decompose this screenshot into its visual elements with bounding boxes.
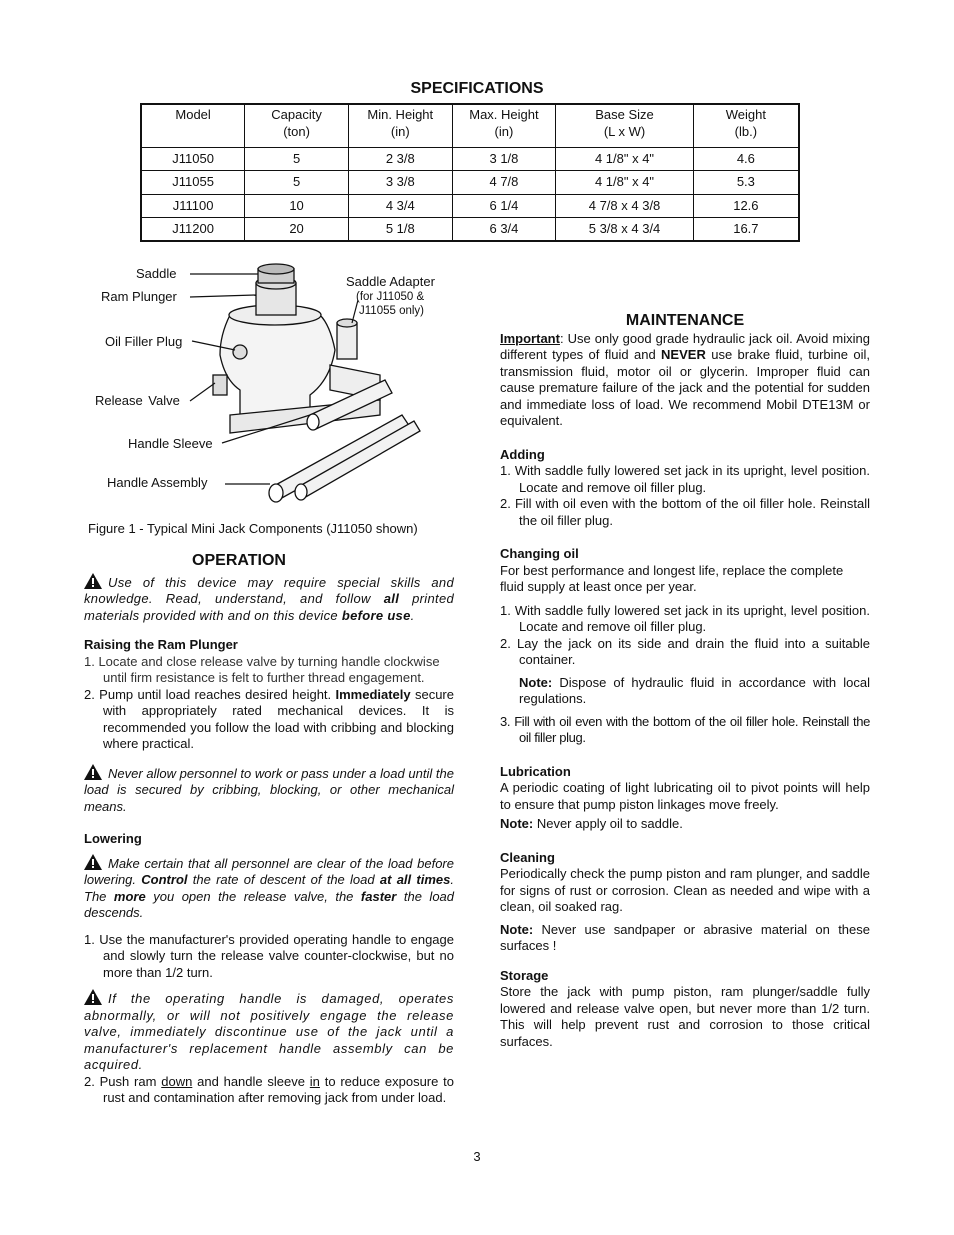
table-cell: 4 7/8 — [452, 171, 556, 195]
label-release-valve: Release Valve — [95, 393, 180, 408]
lowering-step-1: 1. Use the manufacturer's provided operating handle to engage and slowly turn the release valve counter-clockwise, but no more than 1/2 turn. — [84, 931, 454, 980]
storage-title: Storage — [500, 967, 549, 983]
operation-warning-3: Make certain that all personnel are clear of the load before lowering. Control the rate of descent of the load at all times. The more you open the release valve, the faster the load descends. — [84, 855, 455, 920]
table-cell: 5 — [245, 171, 349, 195]
operation-warning-1: Use of this device may require special skills and knowledge. Read, understand, and follow all printed materials provided with and on this device before use. — [84, 574, 454, 623]
table-header-label: Weight — [725, 107, 766, 122]
lowering-title: Lowering — [84, 831, 142, 846]
storage-text: Store the jack with pump piston, ram plunger/saddle fully lowered and release valve open, but never more than 1/2 turn. This will help prevent rust and corrosion to those critical surfaces. — [500, 984, 870, 1049]
operation-warning-4: If the operating handle is damaged, operates abnormally, or will not positively engage the release valve, immediately discontinue use of the jack until a manufacturer's replacement handle assembly can be acquired. — [84, 991, 454, 1072]
maintenance-section — [500, 313, 870, 1050]
specifications-table-body — [141, 147, 799, 241]
raising-step-1: 1. Locate and close release valve by turning handle clockwise until firm resistance is felt to further thread engagement. — [84, 653, 440, 685]
adding-step-2: 2. Fill with oil even with the bottom of the oil filler hole. Reinstall the oil filler plug. — [500, 496, 870, 528]
specifications-table — [140, 103, 800, 242]
changing-oil-steps — [500, 603, 870, 669]
label-saddle: Saddle — [136, 266, 177, 281]
table-header-cell — [693, 104, 799, 147]
label-saddle-adapter-note-1: (for J11050 & — [356, 291, 425, 303]
table-header-unit: (in) — [494, 124, 514, 139]
table-header-unit: (in) — [390, 124, 410, 139]
adding-step-1: 1. With saddle fully lowered set jack in its upright, level position. Locate and remove oil filler plug. — [500, 463, 870, 495]
lubrication-note: Note: Never apply oil to saddle. — [500, 816, 683, 831]
table-cell: J11100 — [141, 194, 245, 218]
table-cell: 5 — [245, 147, 349, 171]
adding-title: Adding — [500, 446, 545, 462]
changing-step-3: 3. Fill with oil even with the bottom of the oil filler hole. Reinstall the oil filler plug. — [500, 713, 870, 745]
table-cell: 5 3/8 x 4 3/4 — [556, 218, 693, 242]
table-row — [141, 171, 799, 195]
operation-title: OPERATION — [192, 552, 286, 569]
changing-oil-steps-2 — [500, 714, 870, 747]
changing-step-2: 2. Lay the jack on its side and drain the fluid into a suitable container. — [500, 635, 870, 667]
lubrication-text: A periodic coating of light lubricating oil to pivot points will help to ensure that pump piston linkages move freely. — [500, 780, 870, 812]
operation-warning-2: Never allow personnel to work or pass under a load until the load is secured by cribbing, blocking, or other mechanical means. — [84, 765, 454, 814]
operation-section — [84, 553, 454, 1107]
lubrication-title: Lubrication — [500, 763, 571, 779]
table-cell: 4 1/8" x 4" — [556, 147, 693, 171]
table-cell: 2 3/8 — [348, 147, 452, 171]
table-row — [141, 147, 799, 171]
label-handle-assembly: Handle Assembly — [107, 475, 208, 490]
changing-oil-intro: For best performance and longest life, replace the complete fluid supply at least once per year. — [500, 562, 844, 594]
table-header-unit: (lb.) — [734, 124, 758, 139]
table-header-label: Min. Height — [367, 107, 434, 122]
table-header-cell — [348, 104, 452, 147]
table-header-label: Capacity — [271, 107, 322, 122]
lowering-steps-1 — [84, 932, 454, 982]
table-cell: J11200 — [141, 218, 245, 242]
table-cell: 6 3/4 — [452, 218, 556, 242]
table-cell: 6 1/4 — [452, 194, 556, 218]
table-cell: 20 — [245, 218, 349, 242]
table-cell: 10 — [245, 194, 349, 218]
adding-steps — [500, 463, 870, 529]
table-header-cell — [556, 104, 693, 147]
page-number: 3 — [473, 1149, 481, 1164]
table-header-label: Max. Height — [469, 107, 539, 122]
table-cell: 16.7 — [693, 218, 799, 242]
figure-caption: Figure 1 - Typical Mini Jack Components (J11050 shown) — [88, 521, 418, 536]
raising-steps — [84, 654, 454, 753]
table-row — [141, 218, 799, 242]
table-cell: J11055 — [141, 171, 245, 195]
table-header-label: Model — [175, 107, 211, 122]
table-cell: 4 1/8" x 4" — [556, 171, 693, 195]
table-cell: 4 3/4 — [348, 194, 452, 218]
label-ram-plunger: Ram Plunger — [101, 289, 177, 304]
table-cell: 3 3/8 — [348, 171, 452, 195]
warning-icon — [84, 573, 102, 589]
figure-jack-components — [80, 255, 480, 515]
raising-step-2: 2. Pump until load reaches desired height. Immediately secure with appropriately rated mechanical devices. It is recommended you follow the load with cribbing and blocking where practical. — [84, 686, 454, 751]
raising-title: Raising the Ram Plunger — [84, 637, 238, 652]
table-header-label: Base Size — [595, 107, 654, 122]
table-header-row — [141, 104, 799, 147]
label-handle-sleeve: Handle Sleeve — [128, 436, 213, 451]
table-cell: 5.3 — [693, 171, 799, 195]
changing-step-1: 1. With saddle fully lowered set jack in its upright, level position. Locate and remove oil filler plug. — [500, 602, 870, 634]
table-cell: 3 1/8 — [452, 147, 556, 171]
lowering-step-2: 2. Push ram down and handle sleeve in to reduce exposure to rust and contamination after removing jack from under load. — [84, 1073, 454, 1105]
cleaning-note: Note: Never use sandpaper or abrasive material on these surfaces ! — [500, 921, 870, 953]
maintenance-important: Important: Use only good grade hydraulic jack oil. Avoid mixing different types of fluid and NEVER use brake fluid, turbine oil, transmission fluid, motor oil or glycerin. Improper fluid can cause premature failure of the jack and the potential for sudden and immediate loss of load. We recommend Mobil DTE13M or equivalent. — [500, 330, 870, 428]
table-cell: J11050 — [141, 147, 245, 171]
table-header-cell — [141, 104, 245, 147]
table-cell: 12.6 — [693, 194, 799, 218]
label-saddle-adapter-note-2: J11055 only) — [359, 305, 424, 317]
table-row — [141, 194, 799, 218]
warning-icon — [84, 764, 102, 780]
cleaning-text: Periodically check the pump piston and ram plunger, and saddle for signs of rust or corrosion. Clean as needed and wipe with a clean, oil soaked rag. — [500, 866, 870, 914]
changing-oil-note: Note: Dispose of hydraulic fluid in accordance with local regulations. — [519, 674, 870, 706]
table-header-cell — [245, 104, 349, 147]
specifications-title: SPECIFICATIONS — [410, 80, 544, 97]
warning-icon — [84, 854, 102, 870]
lowering-steps-2 — [84, 1074, 454, 1107]
label-oil-filler-plug: Oil Filler Plug — [105, 334, 183, 349]
maintenance-title: MAINTENANCE — [625, 312, 745, 329]
table-cell: 4 7/8 x 4 3/8 — [556, 194, 693, 218]
warning-icon — [84, 989, 102, 1005]
changing-oil-title: Changing oil — [500, 546, 579, 561]
cleaning-title: Cleaning — [500, 849, 555, 865]
label-saddle-adapter: Saddle Adapter — [346, 274, 435, 289]
table-header-unit: (L x W) — [603, 124, 646, 139]
specifications-table-header — [141, 104, 799, 147]
table-cell: 5 1/8 — [348, 218, 452, 242]
table-cell: 4.6 — [693, 147, 799, 171]
table-header-cell — [452, 104, 556, 147]
table-header-unit: (ton) — [283, 124, 310, 139]
